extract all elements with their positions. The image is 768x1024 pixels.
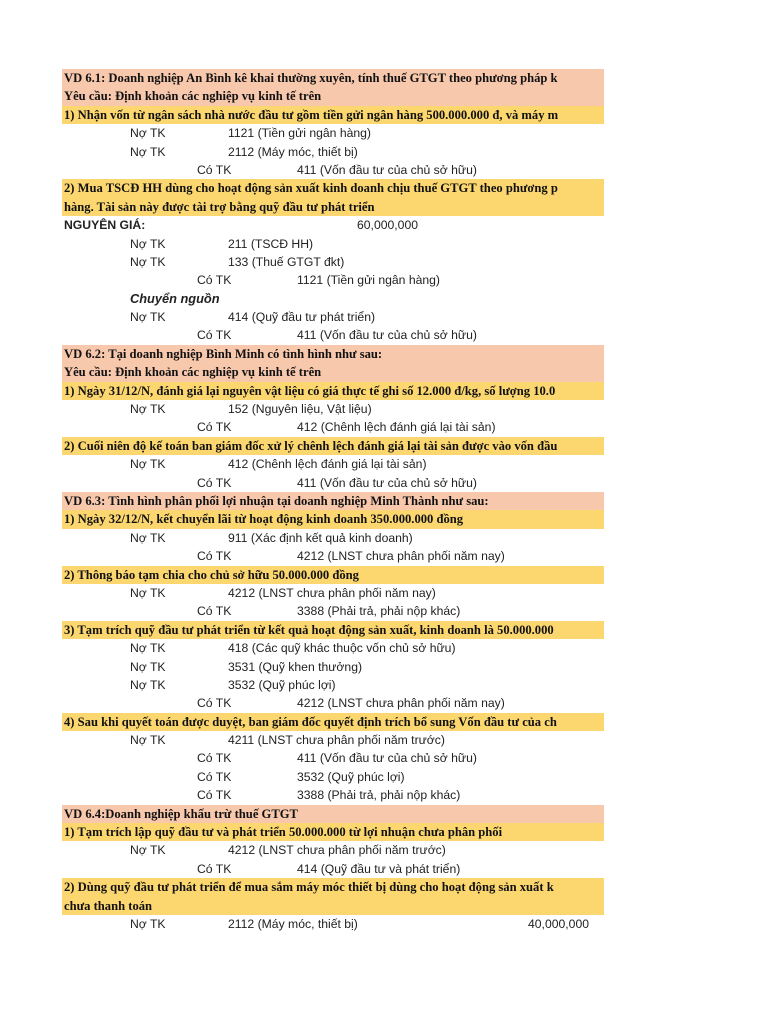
journal-entry-row	[62, 639, 604, 657]
task-title: 4) Sau khi quyết toán được duyệt, ban giám đốc quyết định trích bổ sung Vốn đầu tư của ch	[62, 713, 604, 731]
journal-entry-row	[62, 915, 604, 933]
source-transfer-row	[62, 290, 604, 308]
journal-entry-row	[62, 786, 604, 804]
account-name: 4212 (LNST chưa phân phối năm nay)	[297, 696, 505, 711]
journal-entry-row	[62, 547, 604, 565]
credit-label: Có TK	[197, 696, 232, 711]
debit-label: Nợ TK	[130, 126, 166, 141]
example-header: VD 6.2: Tại doanh nghiệp Bình Minh có tình hình như sau:	[62, 345, 604, 363]
account-name: 4212 (LNST chưa phân phối năm trước)	[228, 843, 446, 858]
journal-entry-row	[62, 731, 604, 749]
debit-label: Nợ TK	[130, 677, 166, 692]
account-name: 2112 (Máy móc, thiết bị)	[228, 916, 358, 931]
journal-entry-row	[62, 235, 604, 253]
debit-label: Nợ TK	[130, 733, 166, 748]
account-name: 418 (Các quỹ khác thuộc vốn chủ sở hữu)	[228, 641, 456, 656]
debit-label: Nợ TK	[130, 916, 166, 931]
account-name: 3531 (Quỹ khen thưởng)	[228, 659, 363, 674]
original-cost-label: NGUYÊN GIÁ:	[64, 218, 146, 233]
credit-label: Có TK	[197, 861, 232, 876]
amount-value: 40,000,000	[528, 916, 589, 931]
journal-entry-row	[62, 308, 604, 326]
example-requirement: Yêu cầu: Định khoản các nghiệp vụ kinh tế trên	[62, 363, 604, 381]
account-name: 411 (Vốn đầu tư của chủ sở hữu)	[297, 751, 477, 766]
debit-label: Nợ TK	[130, 236, 166, 251]
credit-label: Có TK	[197, 549, 232, 564]
account-name: 4212 (LNST chưa phân phối năm nay)	[297, 549, 505, 564]
example-header: VD 6.3: Tình hình phân phối lợi nhuận tại doanh nghiệp Minh Thành như sau:	[62, 492, 604, 510]
account-name: 1121 (Tiền gửi ngân hàng)	[228, 126, 371, 141]
credit-label: Có TK	[197, 604, 232, 619]
journal-entry-row	[62, 768, 604, 786]
journal-entry-row	[62, 161, 604, 179]
account-name: 152 (Nguyên liệu, Vật liệu)	[228, 402, 372, 417]
account-name: 3532 (Quỹ phúc lợi)	[297, 769, 405, 784]
task-title: 1) Nhận vốn từ ngân sách nhà nước đầu tư gồm tiền gửi ngân hàng 500.000.000 đ, và máy m	[62, 106, 604, 124]
debit-label: Nợ TK	[130, 659, 166, 674]
account-name: 133 (Thuế GTGT đkt)	[228, 254, 345, 269]
account-name: 411 (Vốn đầu tư của chủ sở hữu)	[297, 328, 477, 343]
account-name: 411 (Vốn đầu tư của chủ sở hữu)	[297, 162, 477, 177]
account-name: 2112 (Máy móc, thiết bị)	[228, 144, 358, 159]
cost-row	[62, 216, 604, 234]
debit-label: Nợ TK	[130, 144, 166, 159]
task-title: 2) Thông báo tạm chia cho chủ sở hữu 50.000.000 đồng	[62, 566, 604, 584]
account-name: 1121 (Tiền gửi ngân hàng)	[297, 273, 440, 288]
debit-label: Nợ TK	[130, 843, 166, 858]
example-header: VD 6.4:Doanh nghiệp khấu trừ thuế GTGT	[62, 805, 604, 823]
task-title: 1) Ngày 32/12/N, kết chuyển lãi từ hoạt động kinh doanh 350.000.000 đồng	[62, 510, 604, 528]
example-requirement: Yêu cầu: Định khoản các nghiệp vụ kinh tế trên	[62, 87, 604, 105]
journal-entry-row	[62, 860, 604, 878]
original-cost-value: 60,000,000	[357, 218, 418, 233]
debit-label: Nợ TK	[130, 402, 166, 417]
debit-label: Nợ TK	[130, 641, 166, 656]
debit-label: Nợ TK	[130, 254, 166, 269]
journal-entry-row	[62, 400, 604, 418]
journal-entry-row	[62, 602, 604, 620]
journal-entry-row	[62, 271, 604, 289]
credit-label: Có TK	[197, 328, 232, 343]
debit-label: Nợ TK	[130, 585, 166, 600]
account-name: 414 (Quỹ đầu tư phát triển)	[228, 310, 376, 325]
credit-label: Có TK	[197, 475, 232, 490]
journal-entry-row	[62, 418, 604, 436]
source-transfer-label: Chuyển nguồn	[130, 290, 220, 306]
debit-label: Nợ TK	[130, 457, 166, 472]
task-title: hàng. Tài sản này được tài trợ bằng quỹ đầu tư phát triển	[62, 198, 604, 216]
account-name: 911 (Xác định kết quả kinh doanh)	[228, 530, 413, 545]
journal-entry-row	[62, 658, 604, 676]
journal-entry-row	[62, 529, 604, 547]
credit-label: Có TK	[197, 273, 232, 288]
task-title: 3) Tạm trích quỹ đầu tư phát triển từ kết quả hoạt động sản xuất, kinh doanh là 50.000.000	[62, 621, 604, 639]
account-name: 411 (Vốn đầu tư của chủ sở hữu)	[297, 475, 477, 490]
journal-entry-row	[62, 253, 604, 271]
account-name: 3532 (Quỹ phúc lợi)	[228, 677, 336, 692]
credit-label: Có TK	[197, 162, 232, 177]
account-name: 4212 (LNST chưa phân phối năm nay)	[228, 585, 436, 600]
journal-entry-row	[62, 326, 604, 344]
account-name: 412 (Chênh lệch đánh giá lại tài sản)	[297, 420, 496, 435]
spreadsheet	[62, 69, 604, 933]
task-title: 2) Mua TSCĐ HH dùng cho hoạt động sản xuất kinh doanh chịu thuế GTGT theo phương p	[62, 179, 604, 197]
task-title: chưa thanh toán	[62, 897, 604, 915]
task-title: 1) Tạm trích lập quỹ đầu tư và phát triển 50.000.000 từ lợi nhuận chưa phân phối	[62, 823, 604, 841]
account-name: 414 (Quỹ đầu tư và phát triển)	[297, 861, 461, 876]
credit-label: Có TK	[197, 751, 232, 766]
journal-entry-row	[62, 841, 604, 859]
task-title: 1) Ngày 31/12/N, đánh giá lại nguyên vật liệu có giá thực tế ghi số 12.000 đ/kg, số lượng 10.0	[62, 382, 604, 400]
journal-entry-row	[62, 474, 604, 492]
journal-entry-row	[62, 124, 604, 142]
credit-label: Có TK	[197, 420, 232, 435]
account-name: 3388 (Phải trả, phải nộp khác)	[297, 788, 461, 803]
journal-entry-row	[62, 694, 604, 712]
account-name: 4211 (LNST chưa phân phối năm trước)	[228, 733, 445, 748]
journal-entry-row	[62, 455, 604, 473]
credit-label: Có TK	[197, 788, 232, 803]
journal-entry-row	[62, 749, 604, 767]
task-title: 2) Cuối niên độ kế toán ban giám đốc xử lý chênh lệch đánh giá lại tài sản được vào vốn đầu	[62, 437, 604, 455]
debit-label: Nợ TK	[130, 310, 166, 325]
account-name: 412 (Chênh lệch đánh giá lại tài sản)	[228, 457, 427, 472]
journal-entry-row	[62, 676, 604, 694]
credit-label: Có TK	[197, 769, 232, 784]
account-name: 211 (TSCĐ HH)	[228, 236, 314, 251]
task-title: 2) Dùng quỹ đầu tư phát triển để mua sắm máy móc thiết bị dùng cho hoạt động sản xuất k	[62, 878, 604, 896]
debit-label: Nợ TK	[130, 530, 166, 545]
example-header: VD 6.1: Doanh nghiệp An Bình kê khai thường xuyên, tính thuế GTGT theo phương pháp k	[62, 69, 604, 87]
journal-entry-row	[62, 584, 604, 602]
journal-entry-row	[62, 143, 604, 161]
account-name: 3388 (Phải trả, phải nộp khác)	[297, 604, 461, 619]
